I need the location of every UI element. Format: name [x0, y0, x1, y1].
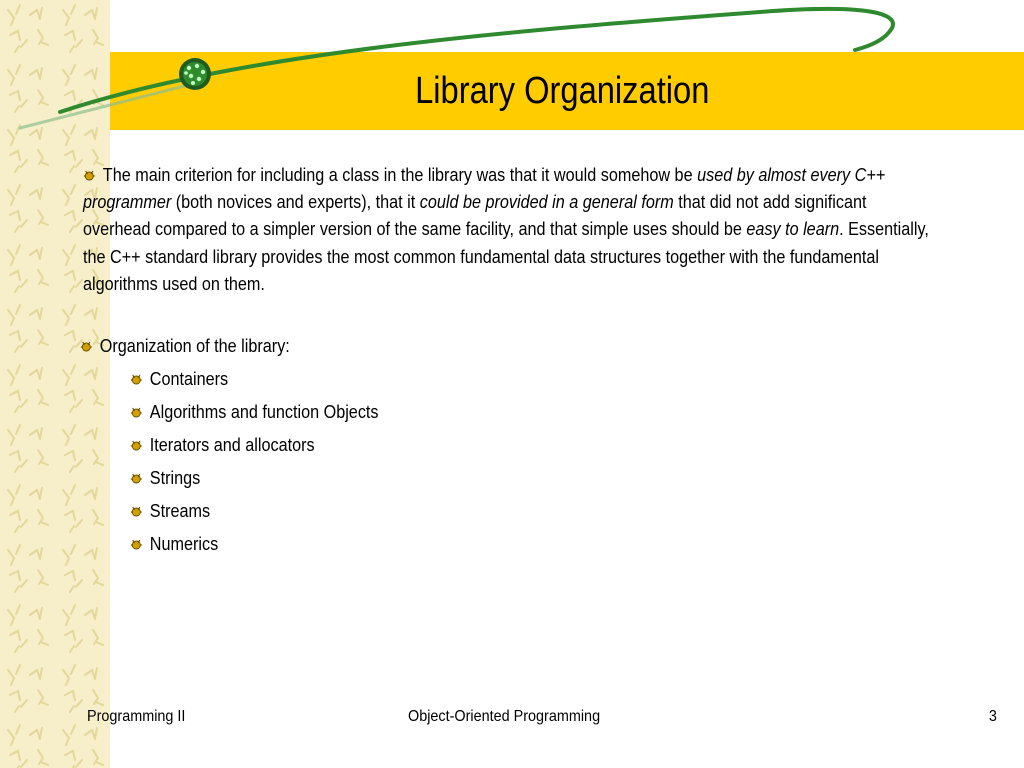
- bug-bullet-icon: [130, 504, 143, 518]
- footer-topic: Object-Oriented Programming: [408, 708, 601, 725]
- organization-item-label: Streams: [149, 501, 211, 521]
- organization-item: [130, 434, 315, 456]
- paragraph-text: that did not add significant overhead compared to a simpler version of the same facility, and that simple uses should be: [83, 192, 867, 240]
- emphasis-text: could be provided in a general form: [419, 192, 674, 213]
- bug-bullet-icon: [130, 537, 143, 551]
- footer-page-number: 3: [988, 708, 997, 725]
- organization-item-label: Containers: [149, 369, 229, 389]
- footer-course: Programming II: [87, 708, 186, 725]
- bug-bullet-icon: [130, 471, 143, 485]
- bug-bullet-icon: [130, 438, 143, 452]
- organization-item: [130, 401, 379, 423]
- organization-item: [130, 467, 200, 489]
- bug-bullet-icon: [83, 168, 96, 182]
- organization-item-label: Algorithms and function Objects: [149, 402, 379, 422]
- emphasis-text: easy to learn: [746, 219, 840, 240]
- organization-heading: [80, 335, 290, 357]
- organization-item-label: Iterators and allocators: [149, 435, 315, 455]
- organization-item: [130, 368, 228, 390]
- bug-bullet-icon: [130, 405, 143, 419]
- organization-heading-text: Organization of the library:: [99, 336, 290, 356]
- organization-item-label: Strings: [149, 468, 201, 488]
- paragraph-text: . Essentially, the C++ standard library provides the most common fundamental data structures together with the fundamental algorithms used on them.: [83, 219, 929, 294]
- organization-item-label: Numerics: [149, 534, 219, 554]
- paragraph-text: The main criterion for including a class in the library was that it would somehow be: [102, 165, 698, 185]
- organization-item: [130, 500, 210, 522]
- bug-bullet-icon: [130, 372, 143, 386]
- organization-item: [130, 533, 218, 555]
- slide-body: [83, 162, 928, 298]
- main-paragraph: [83, 162, 929, 298]
- slide-title: Library Organization: [415, 70, 710, 112]
- bug-bullet-icon: [80, 339, 93, 353]
- paragraph-text: (both novices and experts), that it: [171, 192, 420, 213]
- emphasis-text: used by almost every C++ programmer: [83, 165, 886, 213]
